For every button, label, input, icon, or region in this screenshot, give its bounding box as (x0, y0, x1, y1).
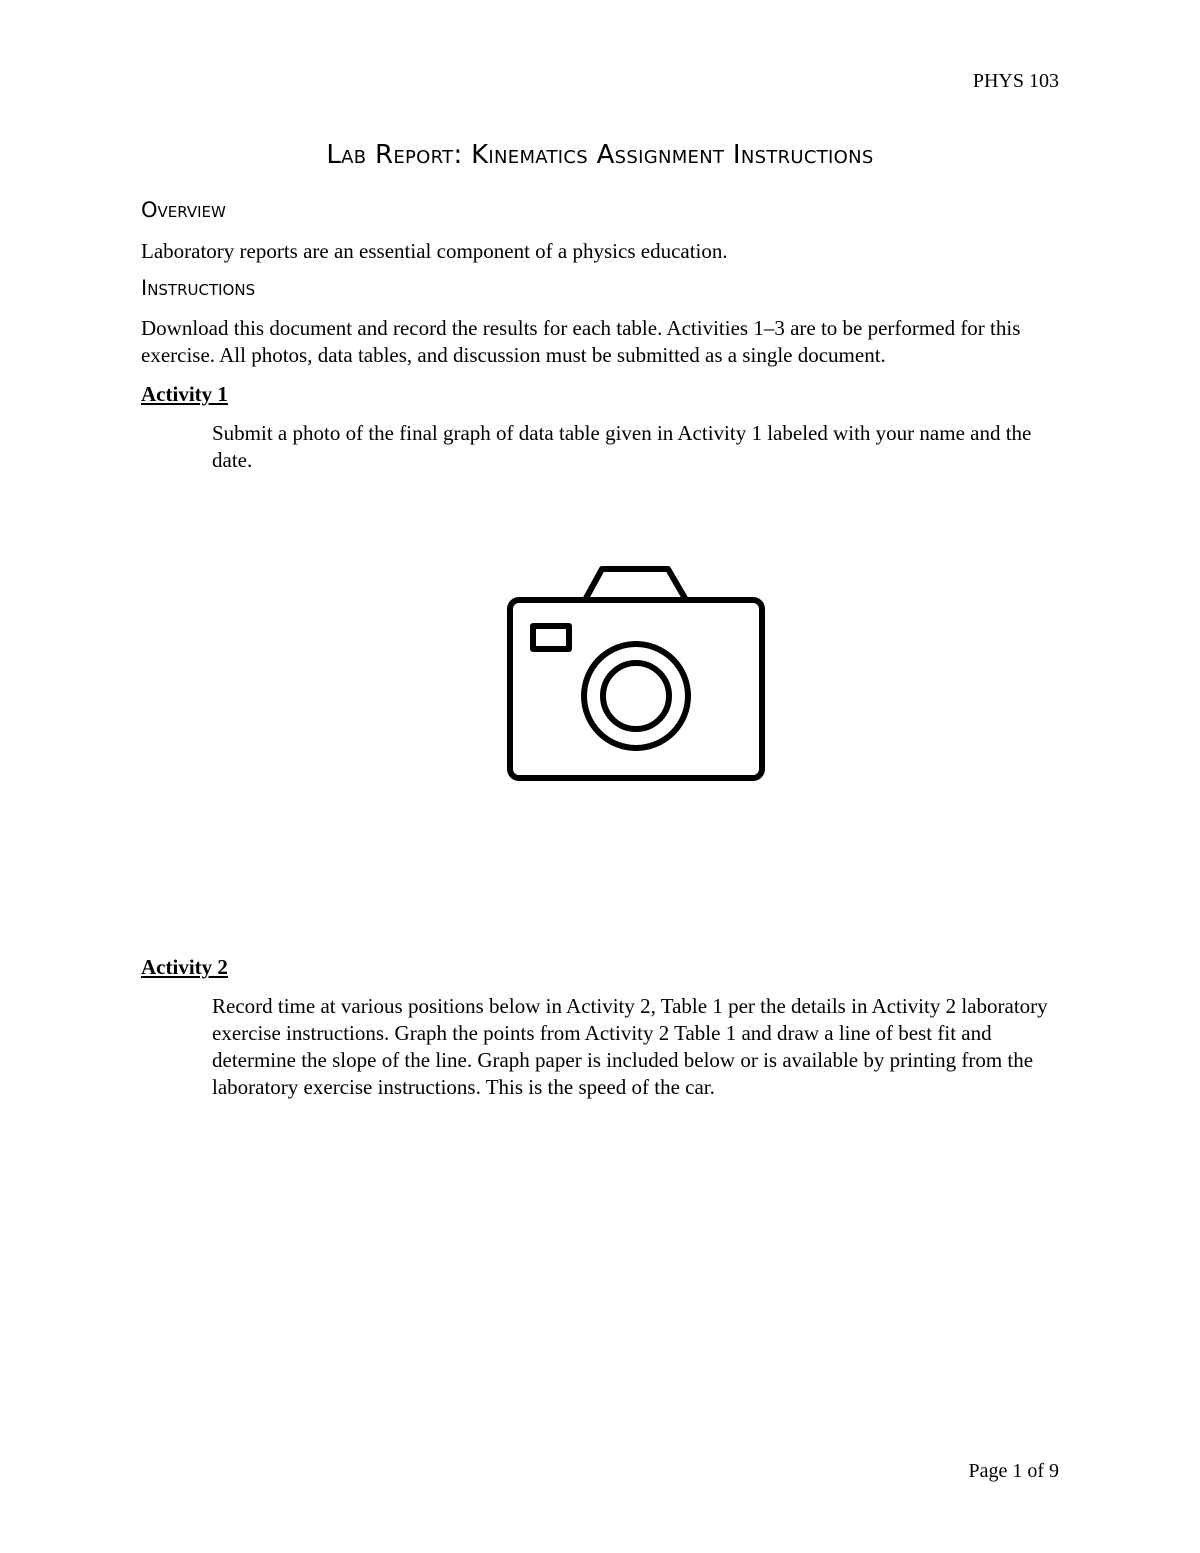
camera-icon (505, 563, 767, 785)
instructions-heading: Instructions (141, 276, 256, 300)
activity-2-text: Record time at various positions below in Activity 2, Table 1 per the details in Activity 2 laboratory exercise instructions. Graph the points from Activity 2 Table 1 and draw a line of best fit and determine the slope of the line. Graph paper is included below or is available by printing from the laboratory exercise instructions. This is the speed of the car. (212, 994, 1048, 1099)
page-header-course: PHYS 103 (972, 70, 1059, 92)
activity-2-heading: Activity 2 (141, 955, 228, 979)
overview-heading: Overview (141, 198, 226, 222)
activity-1-heading: Activity 1 (141, 382, 228, 406)
document-title: Lab Report: Kinematics Assignment Instructions (326, 140, 874, 170)
overview-text: Laboratory reports are an essential component of a physics education. (141, 239, 728, 263)
activity-1-text: Submit a photo of the final graph of data table given in Activity 1 labeled with your name and the date. (212, 421, 1032, 472)
page-number: Page 1 of 9 (968, 1460, 1059, 1482)
instructions-text: Download this document and record the results for each table. Activities 1–3 are to be performed for this exercise. All photos, data tables, and discussion must be submitted as a single document. (141, 316, 1021, 367)
